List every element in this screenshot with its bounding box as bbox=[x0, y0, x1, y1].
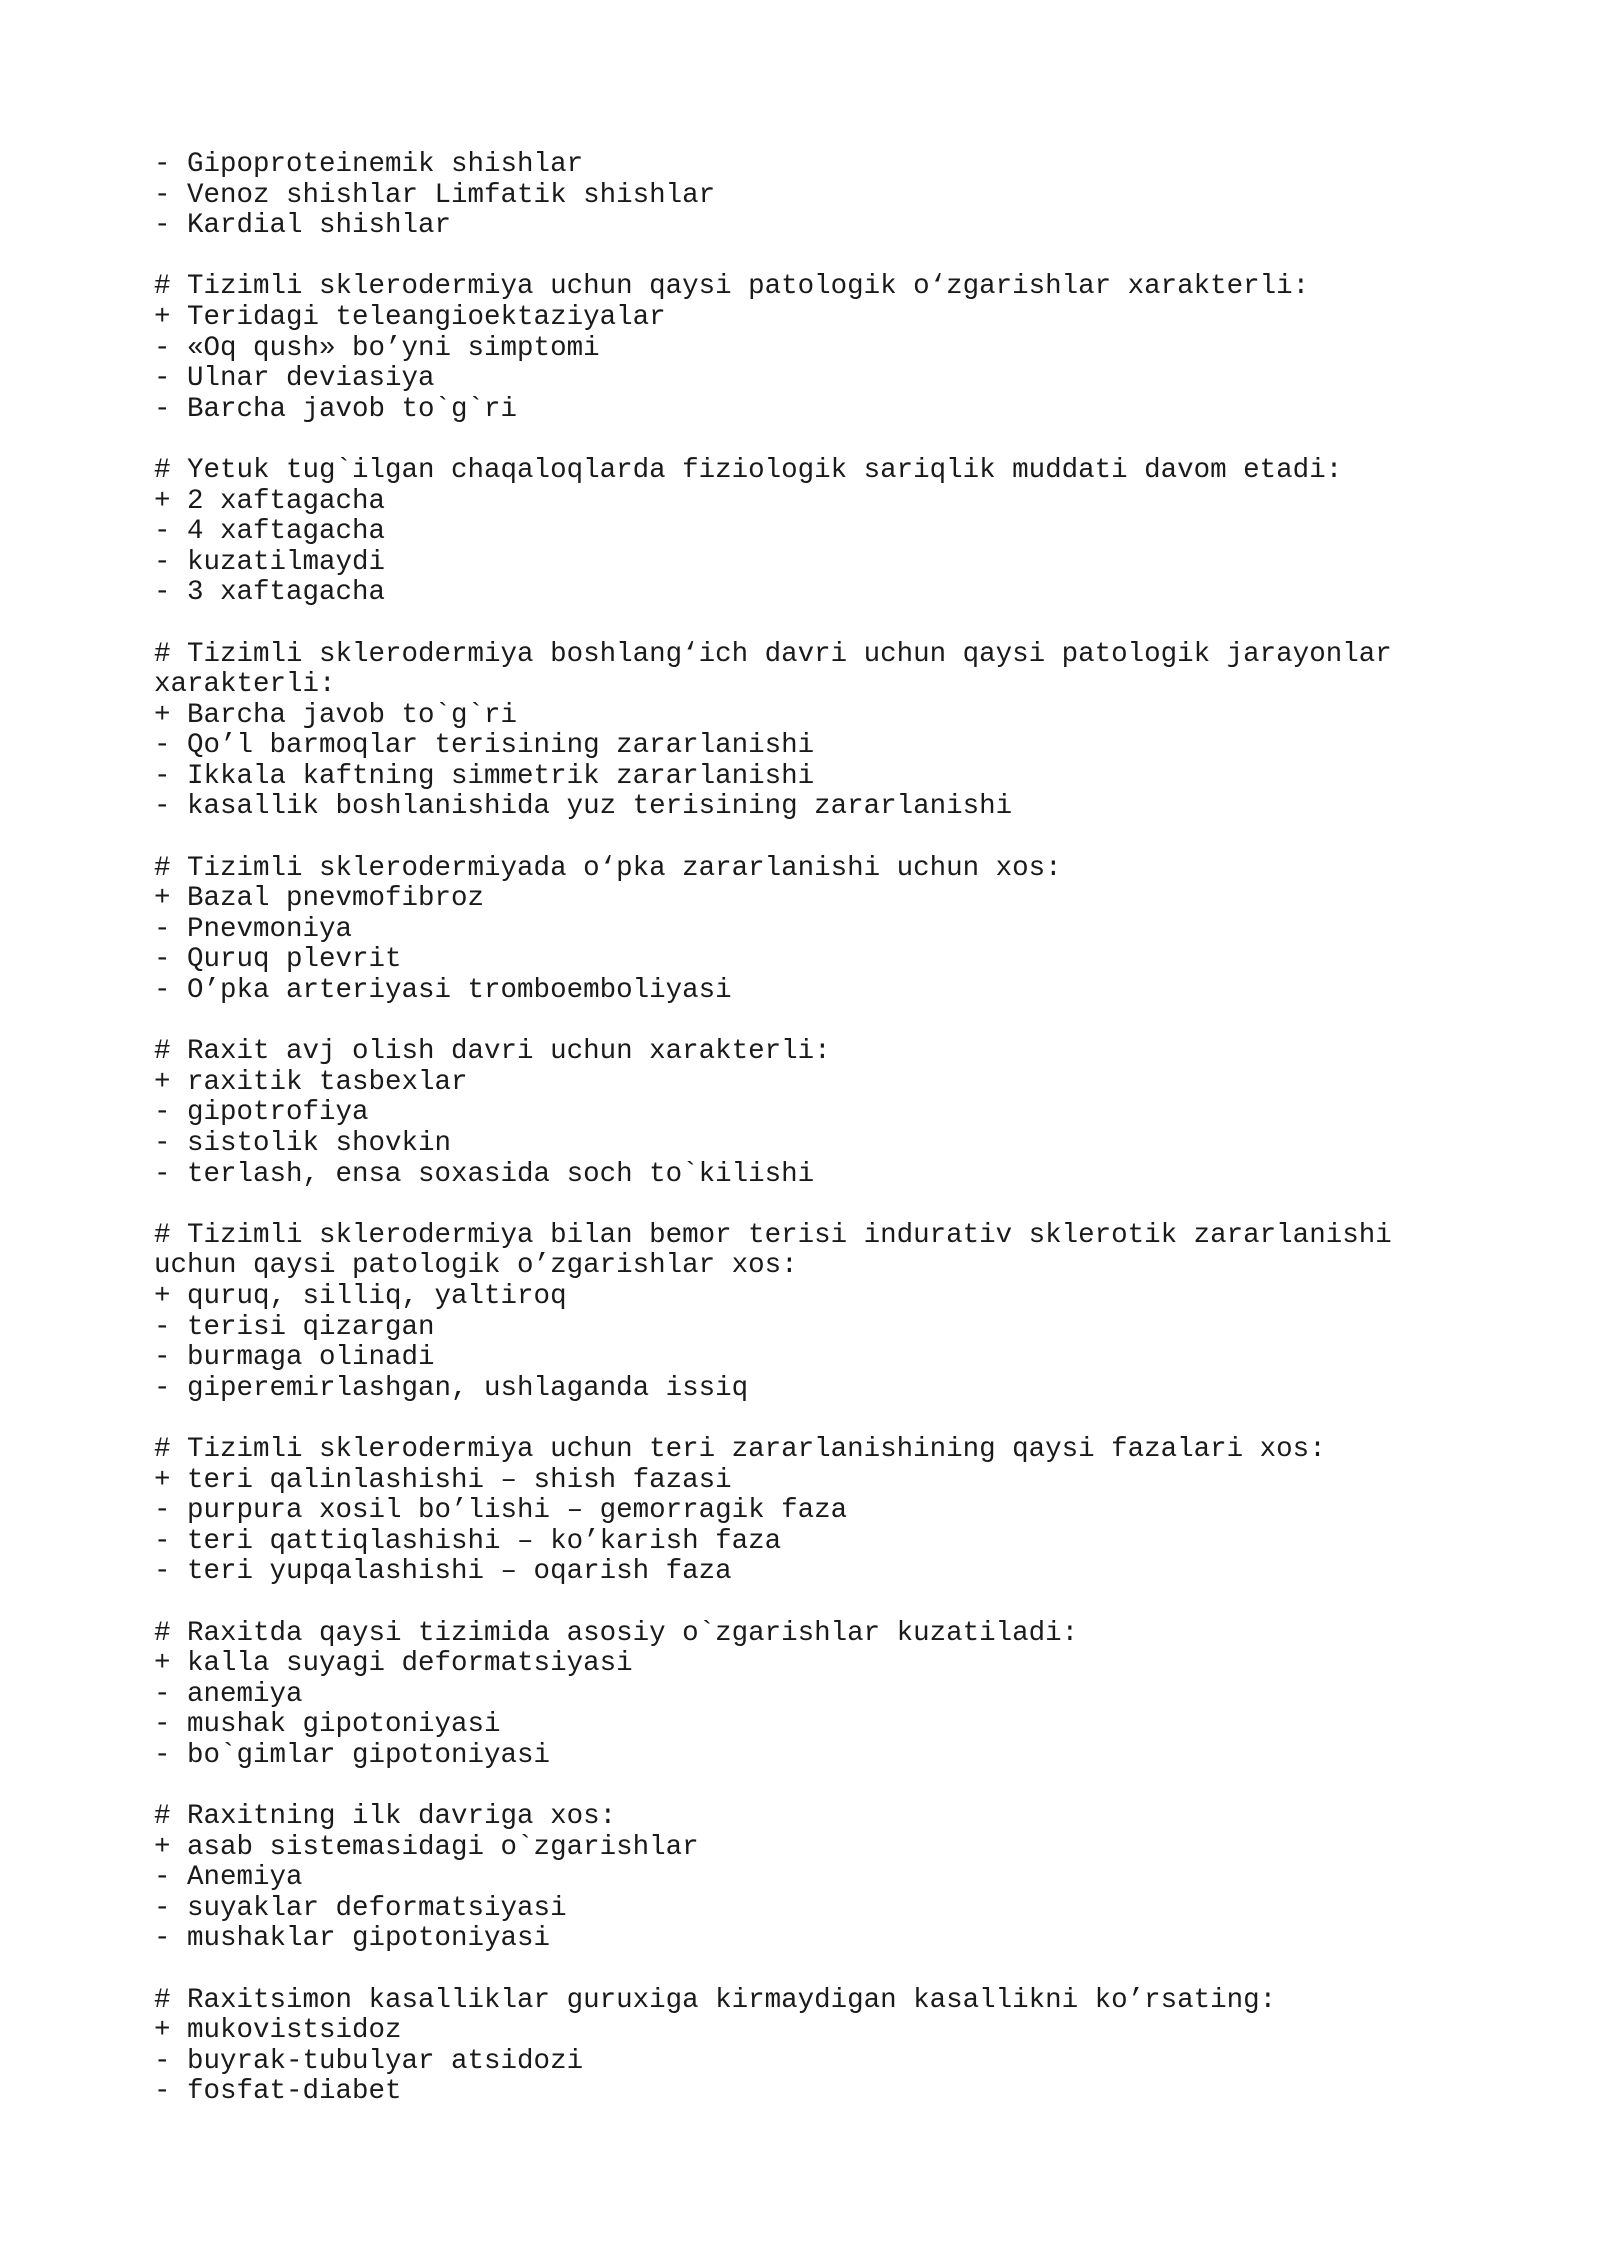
question-text: # Raxit avj olish davri uchun xarakterli: bbox=[154, 1036, 831, 1068]
correct-answer: + 2 xaftagacha bbox=[154, 485, 386, 517]
question-text: # Tizimli sklerodermiya uchun teri zararlanishining qaysi fazalari xos: bbox=[154, 1433, 1326, 1465]
question-text: # Yetuk tug`ilgan chaqaloqlarda fiziologik sariqlik muddati davom etadi: bbox=[154, 454, 1343, 486]
answer-line: uchun qaysi patologik o’zgarishlar xos: bbox=[154, 1250, 798, 1282]
wrong-answer: - kuzatilmaydi bbox=[154, 546, 386, 578]
wrong-answer: - Ikkala kaftning simmetrik zararlanishi bbox=[154, 760, 815, 792]
question-block bbox=[154, 1802, 1454, 1955]
wrong-answer: - «Oq qush» bo’yni simptomi bbox=[154, 332, 600, 364]
wrong-answer: - kasallik boshlanishida yuz terisining zararlanishi bbox=[154, 791, 1013, 823]
wrong-answer: - fosfat-diabet bbox=[154, 2076, 402, 2108]
wrong-answer: - Pnevmoniya bbox=[154, 913, 353, 945]
correct-answer: + raxitik tasbexlar bbox=[154, 1066, 468, 1098]
wrong-answer: - teri yupqalashishi – oqarish faza bbox=[154, 1556, 732, 1588]
wrong-answer: - terlash, ensa soxasida soch to`kilishi bbox=[154, 1158, 815, 1190]
question-text: # Raxitda qaysi tizimida asosiy o`zgarishlar kuzatiladi: bbox=[154, 1617, 1079, 1649]
wrong-answer: - Qo’l barmoqlar terisining zararlanishi bbox=[154, 730, 815, 762]
question-block bbox=[154, 1221, 1454, 1405]
question-block bbox=[154, 1986, 1454, 2108]
correct-answer: + mukovistsidoz bbox=[154, 2015, 402, 2047]
wrong-answer: - mushaklar gipotoniyasi bbox=[154, 1923, 551, 1955]
wrong-answer: - mushak gipotoniyasi bbox=[154, 1709, 501, 1741]
wrong-answer: - bo`gimlar gipotoniyasi bbox=[154, 1739, 551, 1771]
question-text: # Tizimli sklerodermiya boshlang‘ich davri uchun qaysi patologik jarayonlar bbox=[154, 638, 1392, 670]
correct-answer: + Bazal pnevmofibroz bbox=[154, 883, 485, 915]
question-block bbox=[154, 640, 1454, 824]
wrong-answer: - Kardial shishlar bbox=[154, 210, 452, 242]
wrong-answer: - gipotrofiya bbox=[154, 1097, 369, 1129]
wrong-answer: - Ulnar deviasiya bbox=[154, 363, 435, 395]
question-block bbox=[154, 456, 1454, 609]
wrong-answer: - Barcha javob to`g`ri bbox=[154, 393, 518, 425]
correct-answer: + quruq, silliq, yaltiroq bbox=[154, 1280, 567, 1312]
question-text: # Tizimli sklerodermiya uchun qaysi patologik o‘zgarishlar xarakterli: bbox=[154, 271, 1310, 303]
wrong-answer: - Anemiya bbox=[154, 1862, 303, 1894]
wrong-answer: - sistolik shovkin bbox=[154, 1128, 452, 1159]
question-block bbox=[154, 1435, 1454, 1588]
question-block bbox=[154, 854, 1454, 1007]
question-block bbox=[154, 1037, 1454, 1190]
document-page bbox=[154, 150, 1454, 2139]
correct-answer: + kalla suyagi deformatsiyasi bbox=[154, 1648, 633, 1680]
wrong-answer: - teri qattiqlashishi – ko’karish faza bbox=[154, 1525, 782, 1557]
wrong-answer: - buyrak-tubulyar atsidozi bbox=[154, 2045, 584, 2077]
answer-line: xarakterli: bbox=[154, 669, 336, 701]
question-text: # Raxitsimon kasalliklar guruxiga kirmaydigan kasallikni ko’rsating: bbox=[154, 1984, 1277, 2016]
wrong-answer: - O’pka arteriyasi tromboemboliyasi bbox=[154, 975, 732, 1007]
question-text: # Tizimli sklerodermiyada o‘pka zararlanishi uchun xos: bbox=[154, 852, 1062, 884]
correct-answer: + teri qalinlashishi – shish fazasi bbox=[154, 1464, 732, 1496]
wrong-answer: - Quruq plevrit bbox=[154, 944, 402, 976]
wrong-answer: - purpura xosil bo’lishi – gemorragik faza bbox=[154, 1495, 848, 1527]
wrong-answer: - terisi qizargan bbox=[154, 1311, 435, 1343]
correct-answer: + Barcha javob to`g`ri bbox=[154, 699, 518, 731]
question-text: # Raxitning ilk davriga xos: bbox=[154, 1801, 617, 1833]
wrong-answer: - burmaga olinadi bbox=[154, 1342, 435, 1374]
question-text: # Tizimli sklerodermiya bilan bemor terisi indurativ sklerotik zararlanishi bbox=[154, 1219, 1392, 1251]
wrong-answer: - Venoz shishlar Limfatik shishlar bbox=[154, 179, 716, 211]
question-block bbox=[154, 1619, 1454, 1772]
wrong-answer: - 3 xaftagacha bbox=[154, 577, 386, 609]
wrong-answer: - Gipoproteinemik shishlar bbox=[154, 149, 584, 180]
correct-answer: + Teridagi teleangioektaziyalar bbox=[154, 301, 666, 333]
question-block bbox=[154, 272, 1454, 425]
wrong-answer: - 4 xaftagacha bbox=[154, 516, 386, 548]
wrong-answer: - suyaklar deformatsiyasi bbox=[154, 1892, 567, 1924]
correct-answer: + asab sistemasidagi o`zgarishlar bbox=[154, 1831, 699, 1863]
question-block bbox=[154, 150, 1454, 242]
wrong-answer: - anemiya bbox=[154, 1678, 303, 1710]
wrong-answer: - giperemirlashgan, ushlaganda issiq bbox=[154, 1372, 749, 1404]
